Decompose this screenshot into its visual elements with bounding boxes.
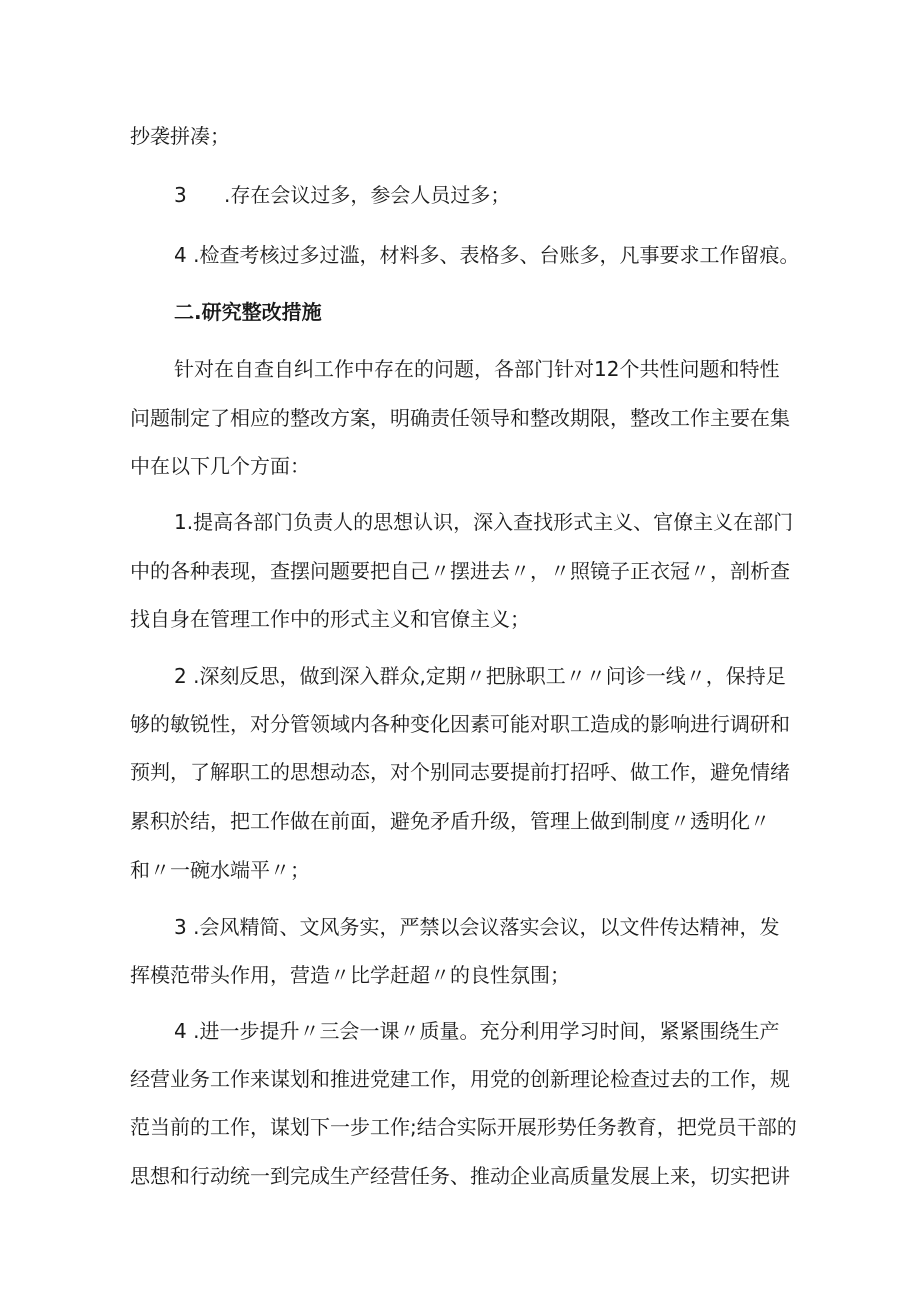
list-item-number: 3	[174, 183, 187, 207]
list-item-text: .存在会议过多，参会人员过多；	[224, 183, 511, 207]
section-heading: 二.研究整改措施	[174, 300, 322, 324]
paragraph-line: 范当前的工作，谋划下一步工作;结合实际开展形势任务教育，把党员干部的	[130, 1115, 797, 1139]
list-item-3	[174, 180, 510, 210]
paragraph-line: 和〃一碗水端平〃；	[130, 858, 310, 882]
paragraph-line: 2 .深刻反思，做到深入群众,定期〃把脉职工〃〃问诊一线〃，保持足	[174, 664, 786, 688]
text-line: 抄袭拼凑；	[130, 124, 230, 148]
paragraph-line: 找自身在管理工作中的形式主义和官僚主义；	[130, 607, 530, 631]
paragraph-line: 思想和行动统一到完成生产经营任务、推动企业高质量发展上来，切实把讲	[130, 1164, 790, 1188]
paragraph-line: 中在以下几个方面：	[130, 454, 310, 478]
list-item-4: 4 .检查考核过多过滥，材料多、表格多、台账多，凡事要求工作留痕。	[174, 243, 800, 267]
paragraph-line: 够的敏锐性，对分管领域内各种变化因素可能对职工造成的影响进行调研和	[130, 712, 790, 736]
paragraph-line: 经营业务工作来谋划和推进党建工作，用党的创新理论检查过去的工作，规	[130, 1067, 790, 1091]
paragraph-line: 累积於结，把工作做在前面，避免矛盾升级，管理上做到制度〃透明化〃	[130, 809, 770, 833]
paragraph-line: 中的各种表现，查摆问题要把自己〃摆进去〃，〃照镜子正衣冠〃，剖析查	[130, 559, 790, 583]
paragraph-line: 问题制定了相应的整改方案，明确责任领导和整改期限，整改工作主要在集	[130, 406, 790, 430]
paragraph-line: 1.提高各部门负责人的思想认识，深入查找形式主义、官僚主义在部门	[174, 510, 794, 534]
paragraph-line: 针对在自查自纠工作中存在的问题，各部门针对12个共性问题和特性	[174, 357, 780, 381]
paragraph-line: 4 .进一步提升〃三会一课〃质量。充分利用学习时间，紧紧围绕生产	[174, 1019, 780, 1043]
paragraph-line: 3 .会风精简、文风务实，严禁以会议落实会议，以文件传达精神，发	[174, 915, 780, 939]
paragraph-line: 挥模范带头作用，营造〃比学赶超〃的良性氛围；	[130, 963, 570, 987]
paragraph-line: 预判，了解职工的思想动态，对个别同志要提前打招呼、做工作，避免情绪	[130, 760, 790, 784]
